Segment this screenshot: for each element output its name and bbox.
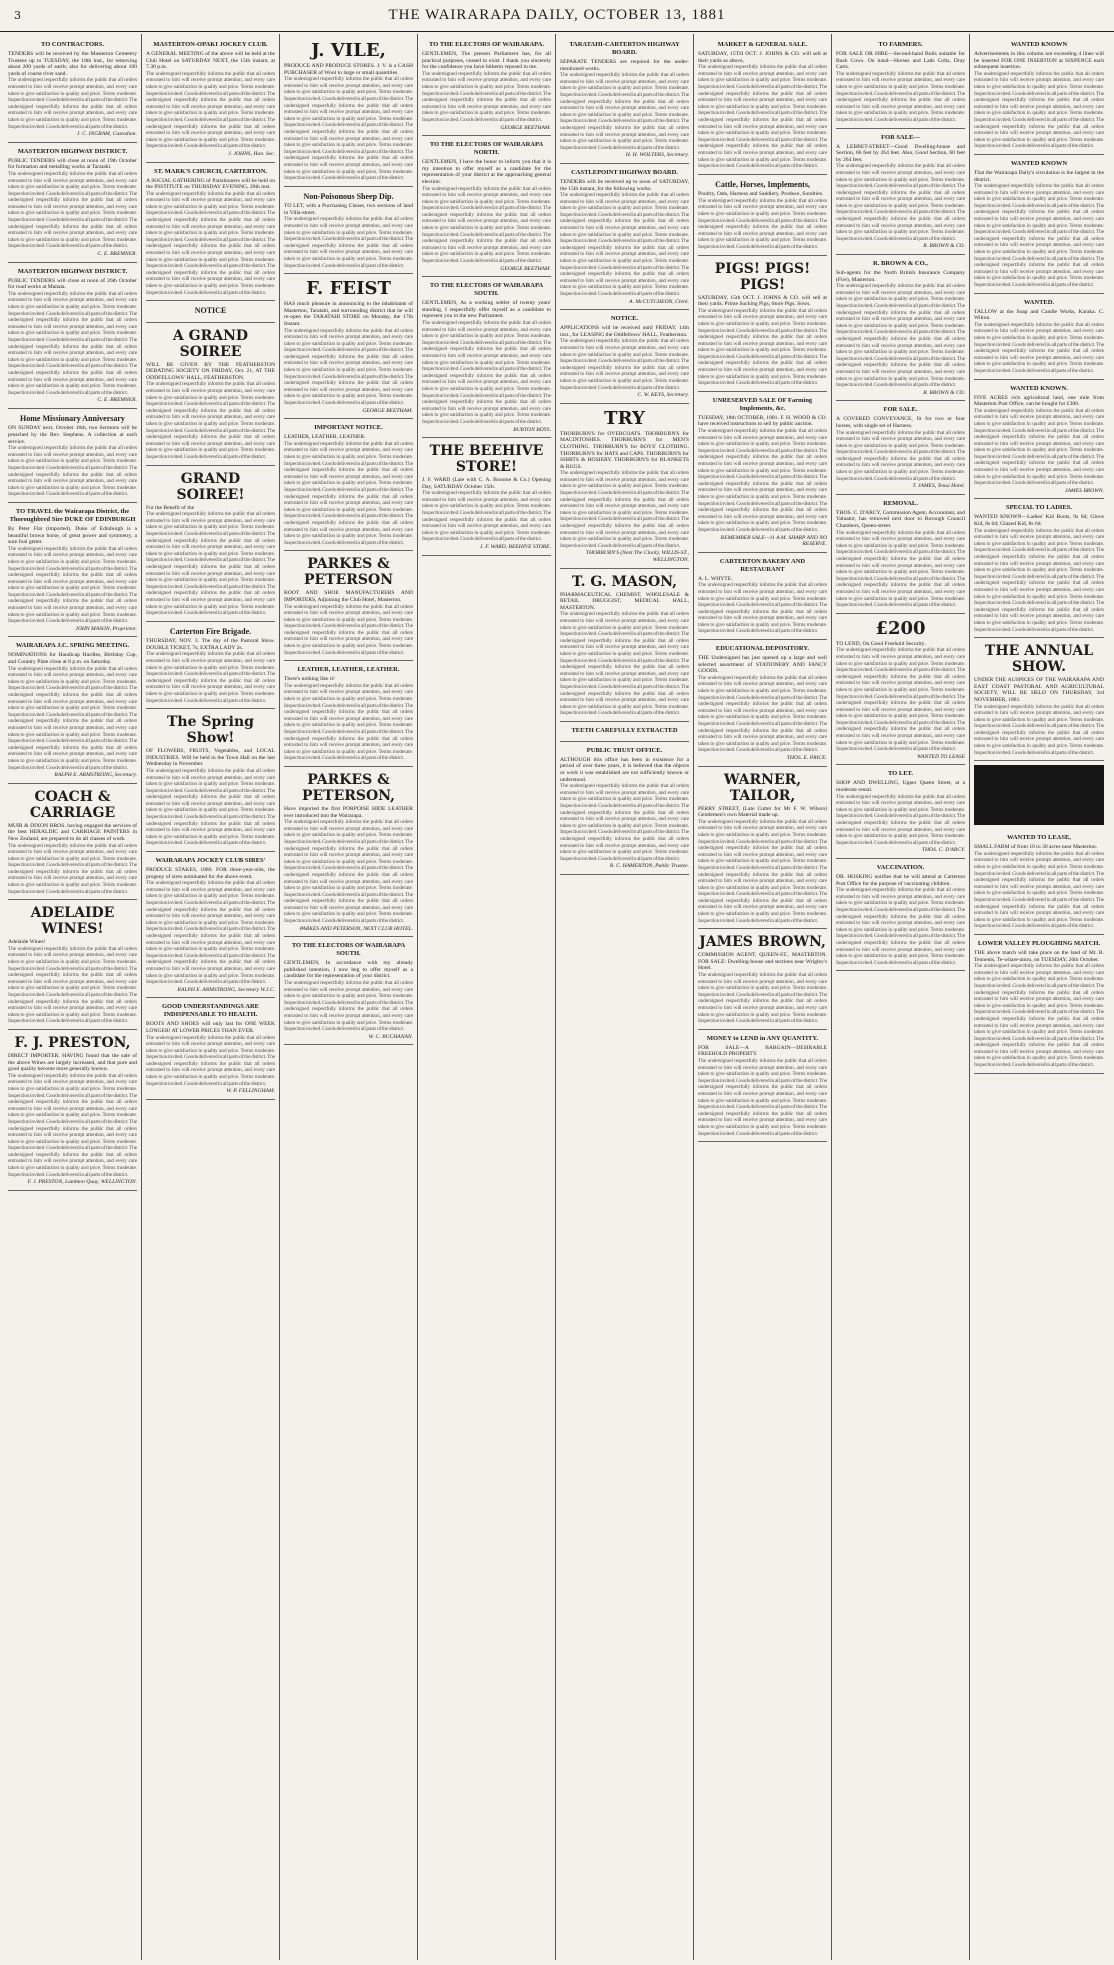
advertisement [284,937,413,1045]
ad-body-continued: The undersigned respectfully informs the public that all orders entrusted to him will receive prompt attention, and every care taken to give satisfaction in quality and price. Terms moderate. Inspection invited. Goods delivered in all parts of the district. The undersigned respectfully informs the public that all orders entrusted to him will receive prompt attention, and every care taken to give satisfaction in quality and price. Terms moderate. Inspection invited. Goods delivered in all parts of the district. [284,216,413,269]
ad-body-continued: The undersigned respectfully informs the public that all orders entrusted to him will receive prompt attention, and every care taken to give satisfaction in quality and price. Terms moderate. Inspection invited. Goods delivered in all parts of the district. The undersigned respectfully informs the public that all orders entrusted to him will receive prompt attention, and every care taken to give satisfaction in quality and price. Terms moderate. Inspection invited. Goods delivered in all parts of the district. The undersigned respectfully informs the public that all orders entrusted to him will receive prompt attention, and every care taken to give satisfaction in quality and price. Terms moderate. Inspection invited. Goods delivered in all parts of the district. The undersigned respectfully informs the public that all orders entrusted to him will receive prompt attention, and every care taken to give satisfaction in quality and price. Terms moderate. Inspection invited. Goods delivered in all parts of the district. [836,647,965,753]
ad-body-continued: The undersigned respectfully informs the public that all orders entrusted to him will receive prompt attention, and every care taken to give satisfaction in quality and price. Terms moderate. Inspection invited. Goods delivered in all parts of the district. The undersigned respectfully informs the public that all orders entrusted to him will receive prompt attention, and every care taken to give satisfaction in quality and price. Terms moderate. Inspection invited. Goods delivered in all parts of the district. The undersigned respectfully informs the public that all orders entrusted to him will receive prompt attention, and every care taken to give satisfaction in quality and price. Terms moderate. Inspection invited. Goods delivered in all parts of the district. [146,767,275,847]
ad-heading: WANTED KNOWN [1010,41,1068,48]
ad-body: APPLICATIONS will be received until FRIDAY, 14th inst., for LEASING the Oddfellows' HALL, Featherston. [560,325,689,338]
ad-body-continued: The undersigned respectfully informs the public that all orders entrusted to him will receive prompt attention, and every care taken to give satisfaction in quality and price. Terms moderate. Inspection invited. Goods delivered in all parts of the district. The undersigned respectfully informs the public that all orders entrusted to him will receive prompt attention, and every care taken to give satisfaction in quality and price. Terms moderate. Inspection invited. Goods delivered in all parts of the district. [836,793,965,846]
ad-body: ON SUNDAY next, October 16th, two Sermons will be preached by the Rev. Stephens. A collection at each service. [8,425,137,445]
ad-signature: C. W. KEYS, Secretary. [637,392,689,399]
ad-heading: FOR SALE— [881,133,920,141]
advertisement [698,1030,827,1142]
ad-body-continued: The undersigned respectfully informs the public that all orders entrusted to him will receive prompt attention, and every care taken to give satisfaction in quality and price. Terms moderate. Inspection invited. Goods delivered in all parts of the district. The undersigned respectfully informs the public that all orders entrusted to him will receive prompt attention, and every care taken to give satisfaction in quality and price. Terms moderate. Inspection invited. Goods delivered in all parts of the district. [422,70,551,123]
ad-body: Advertisements in this column not exceeding 4 lines will be inserted FOR ONE INSERTION at SIXPENCE each subsequent insertion. [974,51,1104,71]
ad-body-continued: The undersigned respectfully informs the public that all orders entrusted to him will receive prompt attention, and every care taken to give satisfaction in quality and price. Terms moderate. Inspection invited. Goods delivered in all parts of the district. The undersigned respectfully informs the public that all orders entrusted to him will receive prompt attention, and every care taken to give satisfaction in quality and price. Terms moderate. Inspection invited. Goods delivered in all parts of the district. The undersigned respectfully informs the public that all orders entrusted to him will receive prompt attention, and every care taken to give satisfaction in quality and price. Terms moderate. Inspection invited. Goods delivered in all parts of the district. [836,163,965,242]
ad-signature: C. E. BREMNER. [97,397,137,404]
ad-body-continued: The undersigned respectfully informs the public that all orders entrusted to him will receive prompt attention, and every care taken to give satisfaction in quality and price. Terms moderate. Inspection invited. Goods delivered in all parts of the district. The undersigned respectfully informs the public that all orders entrusted to him will receive prompt attention, and every care taken to give satisfaction in quality and price. Terms moderate. Inspection invited. Goods delivered in all parts of the district. [146,651,275,704]
page-number: 3 [14,9,21,22]
ad-body-continued: The undersigned respectfully informs the public that all orders entrusted to him will receive prompt attention, and every care taken to give satisfaction in quality and price. Terms moderate. Inspection invited. Goods delivered in all parts of the district. The undersigned respectfully informs the public that all orders entrusted to him will receive prompt attention, and every care taken to give satisfaction in quality and price. Terms moderate. Inspection invited. Goods delivered in all parts of the district. The undersigned respectfully informs the public that all orders entrusted to him will receive prompt attention, and every care taken to give satisfaction in quality and price. Terms moderate. Inspection invited. Goods delivered in all parts of the district. [8,945,137,1025]
advertisement [560,310,689,404]
ad-body: THOS. C. D'ARCY, Commission Agent, Accountant, and Valuator, has removed next door to Borough Council Chambers, Queen-street. [836,509,965,530]
ad-body-continued: The undersigned respectfully informs the public that all orders entrusted to him will receive prompt attention, and every care taken to give satisfaction in quality and price. Terms moderate. Inspection invited. Goods delivered in all parts of the district. The undersigned respectfully informs the public that all orders entrusted to him will receive prompt attention, and every care taken to give satisfaction in quality and price. Terms moderate. Inspection invited. Goods delivered in all parts of the district. The undersigned respectfully informs the public that all orders entrusted to him will receive prompt attention, and every care taken to give satisfaction in quality and price. Terms moderate. Inspection invited. Goods delivered in all parts of the district. [146,70,275,150]
ad-body: NOMINATIONS for Handicap Hurdles, Birthday Cup, and Country Plate close at 8 p.m. on Saturday. [8,652,137,666]
advertisement [974,36,1104,155]
ad-heading: MASTERTON-OPAKI JOCKEY CLUB. [153,41,268,48]
ad-heading: WAIRARAPA J.C. SPRING MEETING. [15,642,130,650]
ad-signature: JOHN MASON, Proprietor. [75,625,137,632]
ad-heading: WANTED KNOWN [1010,159,1068,167]
ad-signature: H. H. WOLTERS, Secretary. [625,152,689,159]
ad-body-continued: The undersigned respectfully informs the public that all orders entrusted to him will receive prompt attention, and every care taken to give satisfaction in quality and price. Terms moderate. Inspection invited. Goods delivered in all parts of the district. The undersigned respectfully informs the public that all orders entrusted to him will receive prompt attention, and every care taken to give satisfaction in quality and price. Terms moderate. Inspection invited. Goods delivered in all parts of the district. The undersigned respectfully informs the public that all orders entrusted to him will receive prompt attention, and every care taken to give satisfaction in quality and price. Terms moderate. Inspection invited. Goods delivered in all parts of the district. [974,70,1104,150]
column-8 [970,34,1108,1960]
ad-body: Have imported the first PORPOISE HIDE LEATHER ever introduced into the Wairarapa. [284,805,413,819]
advertisement [974,155,1104,294]
advertisement [974,935,1104,1074]
ad-body: BOOT AND SHOE MANUFACTURERS AND IMPORTERS, Adjoining the Club Hotel, Masterton. [284,590,413,603]
ad-heading: EDUCATIONAL DEPOSITORY. [715,645,810,653]
ad-body: WILL BE GIVEN BY THE FEATHERSTON DEBATING SOCIETY ON FRIDAY, Oct. 21, AT THE ODDFELLOWS' HALL, FEATHERSTON. [146,361,275,381]
newspaper-columns [4,34,1110,1960]
ad-body-continued: The undersigned respectfully informs the public that all orders entrusted to him will receive prompt attention, and every care taken to give satisfaction in quality and price. Terms moderate. Inspection invited. Goods delivered in all parts of the district. The undersigned respectfully informs the public that all orders entrusted to him will receive prompt attention, and every care taken to give satisfaction in quality and price. Terms moderate. Inspection invited. Goods delivered in all parts of the district. [698,582,827,635]
ad-body: That the Wairarapa Daily's circulation is the largest in the district. [974,169,1104,183]
advertisement [974,380,1104,500]
ad-heading: NOTICE [194,306,227,316]
advertisement [146,622,275,709]
ad-body: TENDERS will be received by the Masterton Cemetery Trustees up to TUESDAY, the 18th inst., for removing about 200 yards of earth; also for delivering about 100 yards of coarse river sand. [8,51,137,77]
ad-body-continued: The undersigned respectfully informs the public that all orders entrusted to him will receive prompt attention, and every care taken to give satisfaction in quality and price. Terms moderate. Inspection invited. Goods delivered in all parts of the district. The undersigned respectfully informs the public that all orders entrusted to him will receive prompt attention, and every care taken to give satisfaction in quality and price. Terms moderate. Inspection invited. Goods delivered in all parts of the district. [146,1034,275,1087]
ad-body: SATURDAY, 15th OCT. J. JOHNS & CO. will sell at their yards. Prime Sucking Pigs, Store Pigs, Sows. [698,294,827,308]
ad-body-continued: The undersigned respectfully informs the public that all orders entrusted to him will receive prompt attention, and every care taken to give satisfaction in quality and price. Terms moderate. Inspection invited. Goods delivered in all parts of the district. The undersigned respectfully informs the public that all orders entrusted to him will receive prompt attention, and every care taken to give satisfaction in quality and price. Terms moderate. Inspection invited. Goods delivered in all parts of the district. [8,842,137,895]
advertisement [836,614,965,766]
column-6 [694,34,832,1960]
ad-signature: GEORGE BEETHAM. [500,265,551,272]
ad-body-continued: The undersigned respectfully informs the public that all orders entrusted to him will receive prompt attention, and every care taken to give satisfaction in quality and price. Terms moderate. Inspection invited. Goods delivered in all parts of the district. The undersigned respectfully informs the public that all orders entrusted to him will receive prompt attention, and every care taken to give satisfaction in quality and price. Terms moderate. Inspection invited. Goods delivered in all parts of the district. [8,77,137,130]
ad-body-continued: The undersigned respectfully informs the public that all orders entrusted to him will receive prompt attention, and every care taken to give satisfaction in quality and price. Terms moderate. Inspection invited. Goods delivered in all parts of the district. The undersigned respectfully informs the public that all orders entrusted to him will receive prompt attention, and every care taken to give satisfaction in quality and price. Terms moderate. Inspection invited. Goods delivered in all parts of the district. The undersigned respectfully informs the public that all orders entrusted to him will receive prompt attention, and every care taken to give satisfaction in quality and price. Terms moderate. Inspection invited. Goods delivered in all parts of the district. [284,327,413,407]
ad-body: MUIR & DIXON BROS. having engaged the services of the best HERALDIC and CARRIAGE PAINTERS in New Zealand, are prepared to do all classes of work. [8,822,137,842]
advertisement [146,36,275,163]
advertisement [698,640,827,767]
ad-heading: F. J. PRESTON, [14,1034,131,1051]
ad-heading: R. BROWN & CO., [873,260,928,268]
ad-heading: PARKES & PETERSON [303,556,394,589]
advertisement [560,404,689,569]
advertisement [146,852,275,998]
ad-signature: GEORGE BEETHAM. [362,407,413,414]
ad-signature: JAMES BROWN. [1065,487,1104,494]
ad-body: UNDER THE AUSPICES OF THE WAIRARAPA AND EAST COAST PASTORAL AND AGRICULTURAL SOCIETY, WILL BE HELD ON THURSDAY, 3rd NOVEMBER, 1881. [974,677,1104,703]
advertisement [284,36,413,187]
ad-heading: GOOD UNDERSTANDINGS ARE INDISPENSABLE TO HEALTH. [161,1003,260,1019]
ad-body-continued: The undersigned respectfully informs the public that all orders entrusted to him will receive prompt attention, and every care taken to give satisfaction in quality and price. Terms moderate. Inspection invited. Goods delivered in all parts of the district. The undersigned respectfully informs the public that all orders entrusted to him will receive prompt attention, and every care taken to give satisfaction in quality and price. Terms moderate. Inspection invited. Goods delivered in all parts of the district. The undersigned respectfully informs the public that all orders entrusted to him will receive prompt attention, and every care taken to give satisfaction in quality and price. Terms moderate. Inspection invited. Goods delivered in all parts of the district. The undersigned respectfully informs the public that all orders entrusted to him will receive prompt attention, and every care taken to give satisfaction in quality and price. Terms moderate. Inspection invited. Goods delivered in all parts of the district. [146,880,275,986]
advertisement [974,829,1104,935]
ad-heading: TO THE ELECTORS OF WAIRARAPA. [429,41,544,48]
ad-signature: GEORGE BEETHAM. [500,124,551,131]
advertisement [8,503,137,638]
ad-body-continued: The undersigned respectfully informs the public that all orders entrusted to him will receive prompt attention, and every care taken to give satisfaction in quality and price. Terms moderate. Inspection invited. Goods delivered in all parts of the district. The undersigned respectfully informs the public that all orders entrusted to him will receive prompt attention, and every care taken to give satisfaction in quality and price. Terms moderate. Inspection invited. Goods delivered in all parts of the district. [698,972,827,1025]
advertisement [560,742,689,875]
advertisement [836,129,965,256]
ad-heading: COACH & CARRIAGE [29,788,116,821]
ad-signature: W. P. FELLINGHAM. [226,1088,275,1095]
ad-body-continued: The undersigned respectfully informs the public that all orders entrusted to him will receive prompt attention, and every care taken to give satisfaction in quality and price. Terms moderate. Inspection invited. Goods delivered in all parts of the district. The undersigned respectfully informs the public that all orders entrusted to him will receive prompt attention, and every care taken to give satisfaction in quality and price. Terms moderate. Inspection invited. Goods delivered in all parts of the district. [284,980,413,1033]
advertisement [284,661,413,767]
advertisement [146,323,275,466]
ad-heading: J. VILE, [311,40,386,61]
ad-body-continued: The undersigned respectfully informs the public that all orders entrusted to him will receive prompt attention, and every care taken to give satisfaction in quality and price. Terms moderate. Inspection invited. Goods delivered in all parts of the district. The undersigned respectfully informs the public that all orders entrusted to him will receive prompt attention, and every care taken to give satisfaction in quality and price. Terms moderate. Inspection invited. Goods delivered in all parts of the district. The undersigned respectfully informs the public that all orders entrusted to him will receive prompt attention, and every care taken to give satisfaction in quality and price. Terms moderate. Inspection invited. Goods delivered in all parts of the district. The undersigned respectfully informs the public that all orders entrusted to him will receive prompt attention, and every care taken to give satisfaction in quality and price. Terms moderate. Inspection invited. Goods delivered in all parts of the district. [284,819,413,925]
ad-body: FOR SALE—A BARGAIN—DESIRABLE FREEHOLD PROPERTY. [698,1044,827,1058]
ad-body: GENTLEMEN, In accordance with my already published intention, I now beg to offer myself as a candidate for the representation of your district. [284,960,413,980]
ad-signature: WANTED TO LEASE [917,753,965,760]
ad-body-continued: The undersigned respectfully informs the public that all orders entrusted to him will receive prompt attention, and every care taken to give satisfaction in quality and price. Terms moderate. Inspection invited. Goods delivered in all parts of the district. The undersigned respectfully informs the public that all orders entrusted to him will receive prompt attention, and every care taken to give satisfaction in quality and price. Terms moderate. Inspection invited. Goods delivered in all parts of the district. The undersigned respectfully informs the public that all orders entrusted to him will receive prompt attention, and every care taken to give satisfaction in quality and price. Terms moderate. Inspection invited. Goods delivered in all parts of the district. [974,407,1104,487]
advertisement [836,36,965,129]
ad-heading: NOTICE. [610,315,639,323]
advertisement [698,392,827,553]
ad-body: GENTLEMEN, The present Parliament has, for all practical purposes, ceased to exist. I thank you sincerely for the confidence you have hitherto reposed in me. [422,51,551,71]
advertisement [698,929,827,1030]
ad-signature: J. JOHNS, Hon. Sec. [228,150,275,157]
ad-body-continued: The undersigned respectfully informs the public that all orders entrusted to him will receive prompt attention, and every care taken to give satisfaction in quality and price. Terms moderate. Inspection invited. Goods delivered in all parts of the district. The undersigned respectfully informs the public that all orders entrusted to him will receive prompt attention, and every care taken to give satisfaction in quality and price. Terms moderate. Inspection invited. Goods delivered in all parts of the district. [974,703,1104,756]
ad-heading: JAMES BROWN, [699,934,826,951]
ad-body: FOR SALE OR HIRE—Second-hand Bulls suitable for Bush Cows. On hand—Horses and Lads Colts, Dray Carts. [836,51,965,71]
ad-signature: R. BROWN & CO. [923,243,965,250]
ad-body: GENTLEMEN, I have the honor to inform you that it is my intention to offer myself as a candidate for the representation of your district at the approaching general election. [422,159,551,185]
ad-heading: TO THE ELECTORS OF WAIRARAPA SOUTH. [429,282,544,298]
ad-signature: R. BROWN & CO. [923,389,965,396]
ad-body: THE above match will take place on the land of Mr. R. Tennents, Te-whare-aturu, on TUESDAY, 26th October. [974,949,1104,963]
ad-body-continued: The undersigned respectfully informs the public that all orders entrusted to him will receive prompt attention, and every care taken to give satisfaction in quality and price. Terms moderate. Inspection invited. Goods delivered in all parts of the district. The undersigned respectfully informs the public that all orders entrusted to him will receive prompt attention, and every care taken to give satisfaction in quality and price. Terms moderate. Inspection invited. Goods delivered in all parts of the district. The undersigned respectfully informs the public that all orders entrusted to him will receive prompt attention, and every care taken to give satisfaction in quality and price. Terms moderate. Inspection invited. Goods delivered in all parts of the district. [422,185,551,265]
ad-heading: PIGS! PIGS! PIGS! [714,260,811,293]
ad-heading: T. G. MASON, [571,573,677,590]
ad-body-continued: The undersigned respectfully informs the public that all orders entrusted to him will receive prompt attention, and every care taken to give satisfaction in quality and price. Terms moderate. Inspection invited. Goods delivered in all parts of the district. The undersigned respectfully informs the public that all orders entrusted to him will receive prompt attention, and every care taken to give satisfaction in quality and price. Terms moderate. Inspection invited. Goods delivered in all parts of the district. The undersigned respectfully informs the public that all orders entrusted to him will receive prompt attention, and every care taken to give satisfaction in quality and price. Terms moderate. Inspection invited. Goods delivered in all parts of the district. [836,887,965,966]
ad-body-continued: The undersigned respectfully informs the public that all orders entrusted to him will receive prompt attention, and every care taken to give satisfaction in quality and price. Terms moderate. Inspection invited. Goods delivered in all parts of the district. The undersigned respectfully informs the public that all orders entrusted to him will receive prompt attention, and every care taken to give satisfaction in quality and price. Terms moderate. Inspection invited. Goods delivered in all parts of the district. [8,445,137,498]
ad-heading: THE ANNUAL SHOW. [984,643,1094,676]
advertisement [974,499,1104,638]
ad-signature: W. C. BUCHANAN. [368,1033,413,1040]
advertisement [560,722,689,742]
ad-body: Adelaide Wines! [8,939,46,946]
ad-heading: CASTLEPOINT HIGHWAY BOARD. [571,168,678,176]
ad-body-continued: The undersigned respectfully informs the public that all orders entrusted to him will receive prompt attention, and every care taken to give satisfaction in quality and price. Terms moderate. Inspection invited. Goods delivered in all parts of the district. The undersigned respectfully informs the public that all orders entrusted to him will receive prompt attention, and every care taken to give satisfaction in quality and price. Terms moderate. Inspection invited. Goods delivered in all parts of the district. [974,321,1104,374]
ad-body: DR. HOSKING notifies that he will attend at Carterton Post Office for the purpose of vaccinating children. [836,873,965,887]
advertisement [284,274,413,419]
ad-heading: ADELAIDE WINES! [30,905,115,938]
ad-heading: GRAND SOIREE! [176,470,245,503]
ad-heading: £200 [875,617,926,639]
ad-signature: PARKES AND PETERSON, NEXT CLUB HOTEL. [299,925,413,932]
ad-body: A GENERAL MEETING of the above will be held at the Club Hotel on SATURDAY NEXT, the 15th instant, at 7.30 p.m. [146,51,275,71]
ad-body-continued: The undersigned respectfully informs the public that all orders entrusted to him will receive prompt attention, and every care taken to give satisfaction in quality and price. Terms moderate. Inspection invited. Goods delivered in all parts of the district. The undersigned respectfully informs the public that all orders entrusted to him will receive prompt attention, and every care taken to give satisfaction in quality and price. Terms moderate. Inspection invited. Goods delivered in all parts of the district. The undersigned respectfully informs the public that all orders entrusted to him will receive prompt attention, and every care taken to give satisfaction in quality and price. Terms moderate. Inspection invited. Goods delivered in all parts of the district. The undersigned respectfully informs the public that all orders entrusted to him will receive prompt attention, and every care taken to give satisfaction in quality and price. Terms moderate. Inspection invited. Goods delivered in all parts of the district. [284,76,413,182]
ad-body-continued: The undersigned respectfully informs the public that all orders entrusted to him will receive prompt attention, and every care taken to give satisfaction in quality and price. Terms moderate. Inspection invited. Goods delivered in all parts of the district. The undersigned respectfully informs the public that all orders entrusted to him will receive prompt attention, and every care taken to give satisfaction in quality and price. Terms moderate. Inspection invited. Goods delivered in all parts of the district. The undersigned respectfully informs the public that all orders entrusted to him will receive prompt attention, and every care taken to give satisfaction in quality and price. Terms moderate. Inspection invited. Goods delivered in all parts of the district. The undersigned respectfully informs the public that all orders entrusted to him will receive prompt attention, and every care taken to give satisfaction in quality and price. Terms moderate. Inspection invited. Goods delivered in all parts of the district. [698,64,827,170]
ad-heading: WANTED. [1023,298,1055,306]
advertisement [422,136,551,277]
advertisement [422,36,551,136]
ad-body: THE Undersigned has just opened up a large and well selected assortment of STATIONERY AND FANCY GOODS. [698,655,827,675]
advertisement [698,36,827,175]
ad-body-continued: The undersigned respectfully informs the public that all orders entrusted to him will receive prompt attention, and every care taken to give satisfaction in quality and price. Terms moderate. Inspection invited. Goods delivered in all parts of the district. The undersigned respectfully informs the public that all orders entrusted to him will receive prompt attention, and every care taken to give satisfaction in quality and price. Terms moderate. Inspection invited. Goods delivered in all parts of the district. The undersigned respectfully informs the public that all orders entrusted to him will receive prompt attention, and every care taken to give satisfaction in quality and price. Terms moderate. Inspection invited. Goods delivered in all parts of the district. The undersigned respectfully informs the public that all orders entrusted to him will receive prompt attention, and every care taken to give satisfaction in quality and price. Terms moderate. Inspection invited. Goods delivered in all parts of the district. [560,192,689,297]
ad-body-continued: The undersigned respectfully informs the public that all orders entrusted to him will receive prompt attention, and every care taken to give satisfaction in quality and price. Terms moderate. Inspection invited. Goods delivered in all parts of the district. The undersigned respectfully informs the public that all orders entrusted to him will receive prompt attention, and every care taken to give satisfaction in quality and price. Terms moderate. Inspection invited. Goods delivered in all parts of the district. The undersigned respectfully informs the public that all orders entrusted to him will receive prompt attention, and every care taken to give satisfaction in quality and price. Terms moderate. Inspection invited. Goods delivered in all parts of the district. The undersigned respectfully informs the public that all orders entrusted to him will receive prompt attention, and every care taken to give satisfaction in quality and price. Terms moderate. Inspection invited. Goods delivered in all parts of the district. [8,290,137,396]
ad-heading: IMPORTANT NOTICE. [314,424,383,432]
ad-body: A SOCIAL GATHERING of Parishioners will be held on the INSTITUTE on THURSDAY EVENING, 20th inst. [146,177,275,191]
ad-heading: TO THE ELECTORS OF WAIRARAPA SOUTH. [291,942,406,958]
advertisement [146,301,275,323]
ad-body: For the Benefit of the [146,504,195,511]
ad-body: TO LEND, On Good Freehold Security. [836,640,926,647]
advertisement [284,551,413,661]
advertisement [560,569,689,722]
ad-heading: MONEY to LEND in ANY QUANTITY. [706,1034,819,1042]
advertisement [146,163,275,302]
ad-body: HAS much pleasure in announcing to the inhabitants of Masterton, Taratahi, and surrounding district that he will re-open the TARATAHI STORE on Monday, the 17th Instant. [284,301,413,327]
ad-signature: REMEMBER SALE—11 A.M. SHARP AND NO RESERVE. [720,534,827,548]
ad-heading: LOWER VALLEY PLOUGHING MATCH. [977,939,1101,947]
ad-body: SEPARATE TENDERS are required for the under-mentioned works. [560,59,689,72]
ad-heading: Cattle, Horses, Implements, [715,179,810,189]
ad-body-continued: The undersigned respectfully informs the public that all orders entrusted to him will receive prompt attention, and every care taken to give satisfaction in quality and price. Terms moderate. Inspection invited. Goods delivered in all parts of the district. The undersigned respectfully informs the public that all orders entrusted to him will receive prompt attention, and every care taken to give satisfaction in quality and price. Terms moderate. Inspection invited. Goods delivered in all parts of the district. [560,338,689,391]
advertisement [698,175,827,256]
ad-heading: Non-Poisonous Sheep Dip. [303,191,394,201]
ad-heading: THE BEEHIVE STORE! [429,443,544,476]
ad-body-continued: The undersigned respectfully informs the public that all orders entrusted to him will receive prompt attention, and every care taken to give satisfaction in quality and price. Terms moderate. Inspection invited. Goods delivered in all parts of the district. The undersigned respectfully informs the public that all orders entrusted to him will receive prompt attention, and every care taken to give satisfaction in quality and price. Terms moderate. Inspection invited. Goods delivered in all parts of the district. The undersigned respectfully informs the public that all orders entrusted to him will receive prompt attention, and every care taken to give satisfaction in quality and price. Terms moderate. Inspection invited. Goods delivered in all parts of the district. [698,674,827,754]
ad-signature: F. J. PRESTON, Lambton Quay, WELLINGTON. [27,1179,137,1186]
ad-heading: F. FEIST [306,278,391,300]
ad-signature: BURTON BOYS. [513,426,551,433]
advertisement [284,419,413,551]
ad-body: DIRECT IMPORTER. HAVING found that the sale of the above Wines are largely increased, and that pure and good quality become more generally known. [8,1052,137,1073]
ad-body: GENTLEMEN, As a working settler of twenty years' standing, I respectfully offer myself as a candidate to represent you in the new Parliament. [422,300,551,320]
ad-body: COMMISSION AGENT, QUEEN-ST., MASTERTON. FOR SALE: Dwelling-house and sections near Wrigley's Hotel. [698,952,827,972]
advertisement [698,256,827,392]
ad-body-continued: The undersigned respectfully informs the public that all orders entrusted to him will receive prompt attention, and every care taken to give satisfaction in quality and price. Terms moderate. Inspection invited. Goods delivered in all parts of the district. The undersigned respectfully informs the public that all orders entrusted to him will receive prompt attention, and every care taken to give satisfaction in quality and price. Terms moderate. Inspection invited. Goods delivered in all parts of the district. The undersigned respectfully informs the public that all orders entrusted to him will receive prompt attention, and every care taken to give satisfaction in quality and price. Terms moderate. Inspection invited. Goods delivered in all parts of the district. The undersigned respectfully informs the public that all orders entrusted to him will receive prompt attention, and every care taken to give satisfaction in quality and price. Terms moderate. Inspection invited. Goods delivered in all parts of the district. [560,611,689,717]
column-7 [832,34,970,1960]
ad-body: WANTED KNOWN—Ladies' Kid Boots, 9s 6d; Glove Kid, 8s 6d; Glazed Kid, 8s 6d. [974,514,1104,528]
ad-body-continued: The undersigned respectfully informs the public that all orders entrusted to him will receive prompt attention, and every care taken to give satisfaction in quality and price. Terms moderate. Inspection invited. Goods delivered in all parts of the district. The undersigned respectfully informs the public that all orders entrusted to him will receive prompt attention, and every care taken to give satisfaction in quality and price. Terms moderate. Inspection invited. Goods delivered in all parts of the district. [284,603,413,656]
ad-body: TALLOW at the Soap and Candle Works, Karaka. C. Wilton. [974,308,1104,322]
ad-heading: FOR SALE. [883,406,918,414]
advertisement [698,553,827,640]
advertisement [974,294,1104,380]
column-4 [418,34,556,1960]
ad-body-continued: The undersigned respectfully informs the public that all orders entrusted to him will receive prompt attention, and every care taken to give satisfaction in quality and price. Terms moderate. Inspection invited. Goods delivered in all parts of the district. The undersigned respectfully informs the public that all orders entrusted to him will receive prompt attention, and every care taken to give satisfaction in quality and price. Terms moderate. Inspection invited. Goods delivered in all parts of the district. The undersigned respectfully informs the public that all orders entrusted to him will receive prompt attention, and every care taken to give satisfaction in quality and price. Terms moderate. Inspection invited. Goods delivered in all parts of the district. The undersigned respectfully informs the public that all orders entrusted to him will receive prompt attention, and every care taken to give satisfaction in quality and price. Terms moderate. Inspection invited. Goods delivered in all parts of the district. [974,527,1104,633]
advertisement [836,255,965,401]
ad-body: BOOTS AND SHOES will only last for ONE WEEK LONGER! AT LOWER PRICES THAN EVER. [146,1021,275,1034]
advertisement [8,263,137,409]
ad-body: A LEBBET-STREET—Good Dwelling-house and Section, 66 feet by 264 feet. Also, Good Section, 60 feet by 264 feet. [836,143,965,163]
ad-body-continued: The undersigned respectfully informs the public that all orders entrusted to him will receive prompt attention, and every care taken to give satisfaction in quality and price. Terms moderate. Inspection invited. Goods delivered in all parts of the district. The undersigned respectfully informs the public that all orders entrusted to him will receive prompt attention, and every care taken to give satisfaction in quality and price. Terms moderate. Inspection invited. Goods delivered in all parts of the district. The undersigned respectfully informs the public that all orders entrusted to him will receive prompt attention, and every care taken to give satisfaction in quality and price. Terms moderate. Inspection invited. Goods delivered in all parts of the district. [560,470,689,549]
ad-body: THORBURN'S for OVERCOATS. THORBURN'S for MACINTOSHES. THORBURN'S for MEN'S CLOTHING. THORBURN'S for BOYS' CLOTHING. THORBURN'S for HATS and CAPS. THORBURN'S for SHIRTS & HOSIERY. THORBURN'S for BLANKETS & RUGS. [560,430,689,470]
ad-heading: WAIRARAPA JOCKEY CLUB SIRES' [155,857,266,865]
ad-body-continued: The undersigned respectfully informs the public that all orders entrusted to him will receive prompt attention, and every care taken to give satisfaction in quality and price. Terms moderate. Inspection invited. Goods delivered in all parts of the district. The undersigned respectfully informs the public that all orders entrusted to him will receive prompt attention, and every care taken to give satisfaction in quality and price. Terms moderate. Inspection invited. Goods delivered in all parts of the district. The undersigned respectfully informs the public that all orders entrusted to him will receive prompt attention, and every care taken to give satisfaction in quality and price. Terms moderate. Inspection invited. Goods delivered in all parts of the district. The undersigned respectfully informs the public that all orders entrusted to him will receive prompt attention, and every care taken to give satisfaction in quality and price. Terms moderate. Inspection invited. Goods delivered in all parts of the district. [974,963,1104,1069]
ad-body: LEATHER, LEATHER, LEATHER. [284,434,366,441]
ad-body-continued: The undersigned respectfully informs the public that all orders entrusted to him will receive prompt attention, and every care taken to give satisfaction in quality and price. Terms moderate. Inspection invited. Goods delivered in all parts of the district. The undersigned respectfully informs the public that all orders entrusted to him will receive prompt attention, and every care taken to give satisfaction in quality and price. Terms moderate. Inspection invited. Goods delivered in all parts of the district. The undersigned respectfully informs the public that all orders entrusted to him will receive prompt attention, and every care taken to give satisfaction in quality and price. Terms moderate. Inspection invited. Goods delivered in all parts of the district. The undersigned respectfully informs the public that all orders entrusted to him will receive prompt attention, and every care taken to give satisfaction in quality and price. Terms moderate. Inspection invited. Goods delivered in all parts of the district. [422,320,551,425]
ad-signature: R. C. HAMERTON, Public Trustee. [609,863,689,870]
column-2 [142,34,280,1960]
ad-body: Poultry, Oats, Harness and Saddlery, Produce, Sundries. [698,191,824,198]
ad-heading: PUBLIC TRUST OFFICE. [586,746,663,754]
ad-body-continued: The undersigned respectfully informs the public that all orders entrusted to him will receive prompt attention, and every care taken to give satisfaction in quality and price. Terms moderate. Inspection invited. Goods delivered in all parts of the district. The undersigned respectfully informs the public that all orders entrusted to him will receive prompt attention, and every care taken to give satisfaction in quality and price. Terms moderate. Inspection invited. Goods delivered in all parts of the district. The undersigned respectfully informs the public that all orders entrusted to him will receive prompt attention, and every care taken to give satisfaction in quality and price. Terms moderate. Inspection invited. Goods delivered in all parts of the district. [284,682,413,762]
ad-body: FIVE ACRES rich agricultural land, one mile from Masterton Post Office, can be bought for £300. [974,394,1104,408]
ad-body-continued: The undersigned respectfully informs the public that all orders entrusted to him will receive prompt attention, and every care taken to give satisfaction in quality and price. Terms moderate. Inspection invited. Goods delivered in all parts of the district. The undersigned respectfully informs the public that all orders entrusted to him will receive prompt attention, and every care taken to give satisfaction in quality and price. Terms moderate. Inspection invited. Goods delivered in all parts of the district. The undersigned respectfully informs the public that all orders entrusted to him will receive prompt attention, and every care taken to give satisfaction in quality and price. Terms moderate. Inspection invited. Goods delivered in all parts of the district. The undersigned respectfully informs the public that all orders entrusted to him will receive prompt attention, and every care taken to give satisfaction in quality and price. Terms moderate. Inspection invited. Goods delivered in all parts of the district. [146,190,275,296]
ad-body-continued: The undersigned respectfully informs the public that all orders entrusted to him will receive prompt attention, and every care taken to give satisfaction in quality and price. Terms moderate. Inspection invited. Goods delivered in all parts of the district. The undersigned respectfully informs the public that all orders entrusted to him will receive prompt attention, and every care taken to give satisfaction in quality and price. Terms moderate. Inspection invited. Goods delivered in all parts of the district. The undersigned respectfully informs the public that all orders entrusted to him will receive prompt attention, and every care taken to give satisfaction in quality and price. Terms moderate. Inspection invited. Goods delivered in all parts of the district. [836,529,965,609]
ad-body: SATURDAY, 15TH OCT. J. JOHNS & CO. will sell at their yards as above, [698,51,827,64]
ad-heading: UNRESERVED SALE OF Farming Implements, &c. [712,396,813,412]
newspaper-title: THE WAIRARAPA DAILY, OCTOBER 13, 1881 [388,7,726,23]
ad-body-continued: The undersigned respectfully informs the public that all orders entrusted to him will receive prompt attention, and every care taken to give satisfaction in quality and price. Terms moderate. Inspection invited. Goods delivered in all parts of the district. The undersigned respectfully informs the public that all orders entrusted to him will receive prompt attention, and every care taken to give satisfaction in quality and price. Terms moderate. Inspection invited. Goods delivered in all parts of the district. [422,490,551,543]
ad-body-continued: The undersigned respectfully informs the public that all orders entrusted to him will receive prompt attention, and every care taken to give satisfaction in quality and price. Terms moderate. Inspection invited. Goods delivered in all parts of the district. The undersigned respectfully informs the public that all orders entrusted to him will receive prompt attention, and every care taken to give satisfaction in quality and price. Terms moderate. Inspection invited. Goods delivered in all parts of the district. The undersigned respectfully informs the public that all orders entrusted to him will receive prompt attention, and every care taken to give satisfaction in quality and price. Terms moderate. Inspection invited. Goods delivered in all parts of the district. The undersigned respectfully informs the public that all orders entrusted to him will receive prompt attention, and every care taken to give satisfaction in quality and price. Terms moderate. Inspection invited. Goods delivered in all parts of the district. [146,511,275,617]
ad-body-continued: The undersigned respectfully informs the public that all orders entrusted to him will receive prompt attention, and every care taken to give satisfaction in quality and price. Terms moderate. Inspection invited. Goods delivered in all parts of the district. The undersigned respectfully informs the public that all orders entrusted to him will receive prompt attention, and every care taken to give satisfaction in quality and price. Terms moderate. Inspection invited. Goods delivered in all parts of the district. [836,70,965,123]
advertisement [560,164,689,310]
ad-heading: MARKET & GENERAL SALE. [717,41,808,48]
ad-body: TENDERS will be received up to noon of SATURDAY, the 15th instant, for the following works. [560,178,689,192]
ad-body: THURSDAY, NOV. 3. The day of the Pastoral Show. DOUBLE TICKET, 7s; EXTRA LADY 2s. [146,638,275,651]
advertisement [560,36,689,164]
advertisement [836,401,965,495]
ad-body-continued: The undersigned respectfully informs the public that all orders entrusted to him will receive prompt attention, and every care taken to give satisfaction in quality and price. Terms moderate. Inspection invited. Goods delivered in all parts of the district. The undersigned respectfully informs the public that all orders entrusted to him will receive prompt attention, and every care taken to give satisfaction in quality and price. Terms moderate. Inspection invited. Goods delivered in all parts of the district. The undersigned respectfully informs the public that all orders entrusted to him will receive prompt attention, and every care taken to give satisfaction in quality and price. Terms moderate. Inspection invited. Goods delivered in all parts of the district. [146,381,275,460]
advertisement [146,998,275,1100]
ad-signature: C. E. BREMNER. [97,251,137,258]
ad-body: TUESDAY, 18th OCTOBER, 1881. F. H. WOOD & CO. have received instructions to sell by public auction. [698,414,827,428]
ad-heading: WARNER, TAILOR, [723,771,802,804]
ad-heading: Home Missionary Anniversary [20,413,125,423]
ad-signature: T. JAMES, Tenui Hotel. [912,483,965,490]
ad-signature: J. F. WARD, BEEHIVE STORE. [479,544,551,551]
ad-heading: TARATAHI-CARTERTON HIGHWAY BOARD. [569,41,680,56]
ad-heading: TO CONTRACTORS. [41,41,104,48]
ad-body: PHARMACEUTICAL CHEMIST, WHOLESALE & RETAIL DRUGGIST, MEDICAL HALL, MASTERTON. [560,591,689,611]
ad-body: PUBLIC TENDERS will close at noon of 26th October for road works at Manaia. [8,277,137,291]
ad-body: A COVERED CONVEYANCE, fit for two or four horses, with single set of Harness. [836,416,965,429]
advertisement [8,1030,137,1191]
ad-body: There's nothing like it! [284,676,335,683]
masthead [0,0,1114,32]
advertisement [8,36,137,143]
ad-body: SMALL FARM of from 10 to 30 acres near Masterton. [974,844,1098,851]
advertisement [8,900,137,1030]
ad-heading: MASTERTON HIGHWAY DISTRICT. [17,267,128,275]
advertisement [8,637,137,783]
advertisement [284,767,413,937]
ad-heading: A GRAND SOIREE [172,327,249,360]
ad-body: ALTHOUGH this office has been in existence for a period of over three years, it is believed that the objects or work it was established are not sufficiently known or understood. [560,756,689,783]
ad-body: J. F. WARD (Late with C. A. Broome & Co.) Opening Day, SATURDAY October 15th. [422,477,551,490]
ad-heading: LEATHER, LEATHER, LEATHER. [297,666,400,674]
advertisement [974,638,1104,761]
ad-signature: RALPH E. ARMSTRONG, Secretary W.J.C. [177,986,275,993]
ad-body: PRODUCE AND PRODUCE STORES. J. V. is a CASH PURCHASER of Wool to large or small quantities. [284,63,413,76]
advertisement [422,438,551,556]
ad-body: A. L. WHYTE. [698,575,733,582]
damaged-print-area [974,765,1104,825]
column-5 [556,34,694,1960]
ad-body-continued: The undersigned respectfully informs the public that all orders entrusted to him will receive prompt attention, and every care taken to give satisfaction in quality and price. Terms moderate. Inspection invited. Goods delivered in all parts of the district. The undersigned respectfully informs the public that all orders entrusted to him will receive prompt attention, and every care taken to give satisfaction in quality and price. Terms moderate. Inspection invited. Goods delivered in all parts of the district. The undersigned respectfully informs the public that all orders entrusted to him will receive prompt attention, and every care taken to give satisfaction in quality and price. Terms moderate. Inspection invited. Goods delivered in all parts of the district. The undersigned respectfully informs the public that all orders entrusted to him will receive prompt attention, and every care taken to give satisfaction in quality and price. Terms moderate. Inspection invited. Goods delivered in all parts of the district. [836,283,965,389]
ad-heading: WANTED KNOWN. [1010,384,1068,392]
column-1 [4,34,142,1960]
ad-body-continued: The undersigned respectfully informs the public that all orders entrusted to him will receive prompt attention, and every care taken to give satisfaction in quality and price. Terms moderate. Inspection invited. Goods delivered in all parts of the district. The undersigned respectfully informs the public that all orders entrusted to him will receive prompt attention, and every care taken to give satisfaction in quality and price. Terms moderate. Inspection invited. Goods delivered in all parts of the district. [698,197,827,250]
ad-body-continued: The undersigned respectfully informs the public that all orders entrusted to him will receive prompt attention, and every care taken to give satisfaction in quality and price. Terms moderate. Inspection invited. Goods delivered in all parts of the district. The undersigned respectfully informs the public that all orders entrusted to him will receive prompt attention, and every care taken to give satisfaction in quality and price. Terms moderate. Inspection invited. Goods delivered in all parts of the district. The undersigned respectfully informs the public that all orders entrusted to him will receive prompt attention, and every care taken to give satisfaction in quality and price. Terms moderate. Inspection invited. Goods delivered in all parts of the district. The undersigned respectfully informs the public that all orders entrusted to him will receive prompt attention, and every care taken to give satisfaction in quality and price. Terms moderate. Inspection invited. Goods delivered in all parts of the district. [698,818,827,924]
ad-body-continued: The undersigned respectfully informs the public that all orders entrusted to him will receive prompt attention, and every care taken to give satisfaction in quality and price. Terms moderate. Inspection invited. Goods delivered in all parts of the district. The undersigned respectfully informs the public that all orders entrusted to him will receive prompt attention, and every care taken to give satisfaction in quality and price. Terms moderate. Inspection invited. Goods delivered in all parts of the district. The undersigned respectfully informs the public that all orders entrusted to him will receive prompt attention, and every care taken to give satisfaction in quality and price. Terms moderate. Inspection invited. Goods delivered in all parts of the district. [560,783,689,862]
advertisement [8,409,137,503]
ad-heading: ST. MARK'S CHURCH, CARTERTON. [153,167,268,175]
ad-heading: WANTED TO LEASE, [1007,834,1071,842]
ad-body: PERRY STREET, (Late Cutter for Mr F. W. Wilson) Gentlemen's own Material made up. [698,805,827,819]
ad-body-continued: The undersigned respectfully informs the public that all orders entrusted to him will receive prompt attention, and every care taken to give satisfaction in quality and price. Terms moderate. Inspection invited. Goods delivered in all parts of the district. The undersigned respectfully informs the public that all orders entrusted to him will receive prompt attention, and every care taken to give satisfaction in quality and price. Terms moderate. Inspection invited. Goods delivered in all parts of the district. The undersigned respectfully informs the public that all orders entrusted to him will receive prompt attention, and every care taken to give satisfaction in quality and price. Terms moderate. Inspection invited. Goods delivered in all parts of the district. [560,72,689,151]
advertisement [836,765,965,859]
ad-body-continued: The undersigned respectfully informs the public that all orders entrusted to him will receive prompt attention, and every care taken to give satisfaction in quality and price. Terms moderate. Inspection invited. Goods delivered in all parts of the district. The undersigned respectfully informs the public that all orders entrusted to him will receive prompt attention, and every care taken to give satisfaction in quality and price. Terms moderate. Inspection invited. Goods delivered in all parts of the district. The undersigned respectfully informs the public that all orders entrusted to him will receive prompt attention, and every care taken to give satisfaction in quality and price. Terms moderate. Inspection invited. Goods delivered in all parts of the district. [8,545,137,625]
advertisement [284,187,413,274]
ad-body-continued: The undersigned respectfully informs the public that all orders entrusted to him will receive prompt attention, and every care taken to give satisfaction in quality and price. Terms moderate. Inspection invited. Goods delivered in all parts of the district. The undersigned respectfully informs the public that all orders entrusted to him will receive prompt attention, and every care taken to give satisfaction in quality and price. Terms moderate. Inspection invited. Goods delivered in all parts of the district. The undersigned respectfully informs the public that all orders entrusted to him will receive prompt attention, and every care taken to give satisfaction in quality and price. Terms moderate. Inspection invited. Goods delivered in all parts of the district. The undersigned respectfully informs the public that all orders entrusted to him will receive prompt attention, and every care taken to give satisfaction in quality and price. Terms moderate. Inspection invited. Goods delivered in all parts of the district. [8,1072,137,1178]
advertisement [146,466,275,622]
ad-heading: Carterton Fire Brigade. [169,626,252,636]
ad-heading: TO THE ELECTORS OF WAIRARAPA NORTH. [429,141,544,157]
ad-signature: RALPH E. ARMSTRONG, Secretary. [54,772,137,779]
ad-body-continued: The undersigned respectfully informs the public that all orders entrusted to him will receive prompt attention, and every care taken to give satisfaction in quality and price. Terms moderate. Inspection invited. Goods delivered in all parts of the district. The undersigned respectfully informs the public that all orders entrusted to him will receive prompt attention, and every care taken to give satisfaction in quality and price. Terms moderate. Inspection invited. Goods delivered in all parts of the district. The undersigned respectfully informs the public that all orders entrusted to him will receive prompt attention, and every care taken to give satisfaction in quality and price. Terms moderate. Inspection invited. Goods delivered in all parts of the district. [698,307,827,387]
ad-heading: VACCINATION. [876,863,925,871]
ad-body-continued: The undersigned respectfully informs the public that all orders entrusted to him will receive prompt attention, and every care taken to give satisfaction in quality and price. Terms moderate. Inspection invited. Goods delivered in all parts of the district. The undersigned respectfully informs the public that all orders entrusted to him will receive prompt attention, and every care taken to give satisfaction in quality and price. Terms moderate. Inspection invited. Goods delivered in all parts of the district. The undersigned respectfully informs the public that all orders entrusted to him will receive prompt attention, and every care taken to give satisfaction in quality and price. Terms moderate. Inspection invited. Goods delivered in all parts of the district. The undersigned respectfully informs the public that all orders entrusted to him will receive prompt attention, and every care taken to give satisfaction in quality and price. Terms moderate. Inspection invited. Goods delivered in all parts of the district. [698,428,827,533]
advertisement [8,143,137,263]
ad-heading: TO LET. [887,770,914,778]
column-3 [280,34,418,1960]
ad-body-continued: The undersigned respectfully informs the public that all orders entrusted to him will receive prompt attention, and every care taken to give satisfaction in quality and price. Terms moderate. Inspection invited. Goods delivered in all parts of the district. The undersigned respectfully informs the public that all orders entrusted to him will receive prompt attention, and every care taken to give satisfaction in quality and price. Terms moderate. Inspection invited. Goods delivered in all parts of the district. The undersigned respectfully informs the public that all orders entrusted to him will receive prompt attention, and every care taken to give satisfaction in quality and price. Terms moderate. Inspection invited. Goods delivered in all parts of the district. [698,1057,827,1137]
advertisement [836,859,965,971]
ad-body: TO LET, with a Purchasing Clause, two sections of land in Villa-street. [284,203,413,216]
ad-body-continued: The undersigned respectfully informs the public that all orders entrusted to him will receive prompt attention, and every care taken to give satisfaction in quality and price. Terms moderate. Inspection invited. Goods delivered in all parts of the district. The undersigned respectfully informs the public that all orders entrusted to him will receive prompt attention, and every care taken to give satisfaction in quality and price. Terms moderate. Inspection invited. Goods delivered in all parts of the district. The undersigned respectfully informs the public that all orders entrusted to him will receive prompt attention, and every care taken to give satisfaction in quality and price. Terms moderate. Inspection invited. Goods delivered in all parts of the district. [974,850,1104,930]
ad-body-continued: The undersigned respectfully informs the public that all orders entrusted to him will receive prompt attention, and every care taken to give satisfaction in quality and price. Terms moderate. Inspection invited. Goods delivered in all parts of the district. The undersigned respectfully informs the public that all orders entrusted to him will receive prompt attention, and every care taken to give satisfaction in quality and price. Terms moderate. Inspection invited. Goods delivered in all parts of the district. The undersigned respectfully informs the public that all orders entrusted to him will receive prompt attention, and every care taken to give satisfaction in quality and price. Terms moderate. Inspection invited. Goods delivered in all parts of the district. The undersigned respectfully informs the public that all orders entrusted to him will receive prompt attention, and every care taken to give satisfaction in quality and price. Terms moderate. Inspection invited. Goods delivered in all parts of the district. [974,183,1104,288]
ad-heading: PARKES & PETERSON, [301,771,395,804]
ad-signature: THOS. C. D'ARCY. [921,847,965,854]
ad-heading: CARTERTON BAKERY AND RESTAURANT [719,557,806,573]
advertisement [146,709,275,852]
ad-signature: THORBURN'S (Next The Clock), WILLIS-ST., WELLINGTON. [585,550,689,563]
ad-signature: A. McCUTCHEON, Clerk. [629,298,689,305]
ad-body-continued: The undersigned respectfully informs the public that all orders entrusted to him will receive prompt attention, and every care taken to give satisfaction in quality and price. Terms moderate. Inspection invited. Goods delivered in all parts of the district. The undersigned respectfully informs the public that all orders entrusted to him will receive prompt attention, and every care taken to give satisfaction in quality and price. Terms moderate. Inspection invited. Goods delivered in all parts of the district. The undersigned respectfully informs the public that all orders entrusted to him will receive prompt attention, and every care taken to give satisfaction in quality and price. Terms moderate. Inspection invited. Goods delivered in all parts of the district. The undersigned respectfully informs the public that all orders entrusted to him will receive prompt attention, and every care taken to give satisfaction in quality and price. Terms moderate. Inspection invited. Goods delivered in all parts of the district. [8,665,137,771]
advertisement [836,495,965,614]
ad-body: PUBLIC TENDERS will close at noon of 19th October for formation and metalling works at Taratahi. [8,157,137,171]
ad-body: Sub-agents for the North British Insurance Company (Fire), Masterton. [836,270,965,283]
advertisement [698,767,827,930]
ad-heading: The Spring Show! [167,714,254,747]
ad-body: OF FLOWERS, FRUITS, Vegetables, and LOCAL INDUSTRIES. Will be held in the Town Hall on the last Wednesday in November. [146,748,275,768]
ad-signature: THOS. E. PRICE. [786,754,827,761]
ad-heading: SPECIAL TO LADIES. [1005,504,1073,512]
ad-heading: TO FARMERS. [878,41,923,48]
ad-body-continued: The undersigned respectfully informs the public that all orders entrusted to him will receive prompt attention, and every care taken to give satisfaction in quality and price. Terms moderate. Inspection invited. Goods delivered in all parts of the district. The undersigned respectfully informs the public that all orders entrusted to him will receive prompt attention, and every care taken to give satisfaction in quality and price. Terms moderate. Inspection invited. Goods delivered in all parts of the district. The undersigned respectfully informs the public that all orders entrusted to him will receive prompt attention, and every care taken to give satisfaction in quality and price. Terms moderate. Inspection invited. Goods delivered in all parts of the district. [8,170,137,250]
advertisement [422,277,551,438]
ad-heading: TRY [604,407,645,429]
ad-body: By Peter Flat (imported). Duke of Edinburgh is a beautiful brown horse, of great power and symmetry, a sure foal getter. [8,525,137,546]
ad-body-continued: The undersigned respectfully informs the public that all orders entrusted to him will receive prompt attention, and every care taken to give satisfaction in quality and price. Terms moderate. Inspection invited. Goods delivered in all parts of the district. The undersigned respectfully informs the public that all orders entrusted to him will receive prompt attention, and every care taken to give satisfaction in quality and price. Terms moderate. Inspection invited. Goods delivered in all parts of the district. [836,429,965,482]
ad-body: SHOP AND DWELLING, Upper Queen Street, at a moderate rental. [836,780,965,794]
ad-heading: TEETH CAREFULLY EXTRACTED [571,726,678,734]
ad-signature: J. C. INGRAM, Custodian. [76,131,137,138]
ad-body-continued: The undersigned respectfully informs the public that all orders entrusted to him will receive prompt attention, and every care taken to give satisfaction in quality and price. Terms moderate. Inspection invited. Goods delivered in all parts of the district. The undersigned respectfully informs the public that all orders entrusted to him will receive prompt attention, and every care taken to give satisfaction in quality and price. Terms moderate. Inspection invited. Goods delivered in all parts of the district. The undersigned respectfully informs the public that all orders entrusted to him will receive prompt attention, and every care taken to give satisfaction in quality and price. Terms moderate. Inspection invited. Goods delivered in all parts of the district. The undersigned respectfully informs the public that all orders entrusted to him will receive prompt attention, and every care taken to give satisfaction in quality and price. Terms moderate. Inspection invited. Goods delivered in all parts of the district. [284,440,413,546]
ad-heading: MASTERTON HIGHWAY DISTRICT. [17,147,128,155]
ad-body: PRODUCE STAKES, 1886. FOR three-year-olds, the progeny of sires nominated for the above event. [146,867,275,880]
ad-heading: TO TRAVEL the Wairarapa District, the Thoroughbred Sire DUKE OF EDINBURGH [9,507,136,523]
ad-heading: REMOVAL. [883,499,918,507]
advertisement [8,784,137,901]
